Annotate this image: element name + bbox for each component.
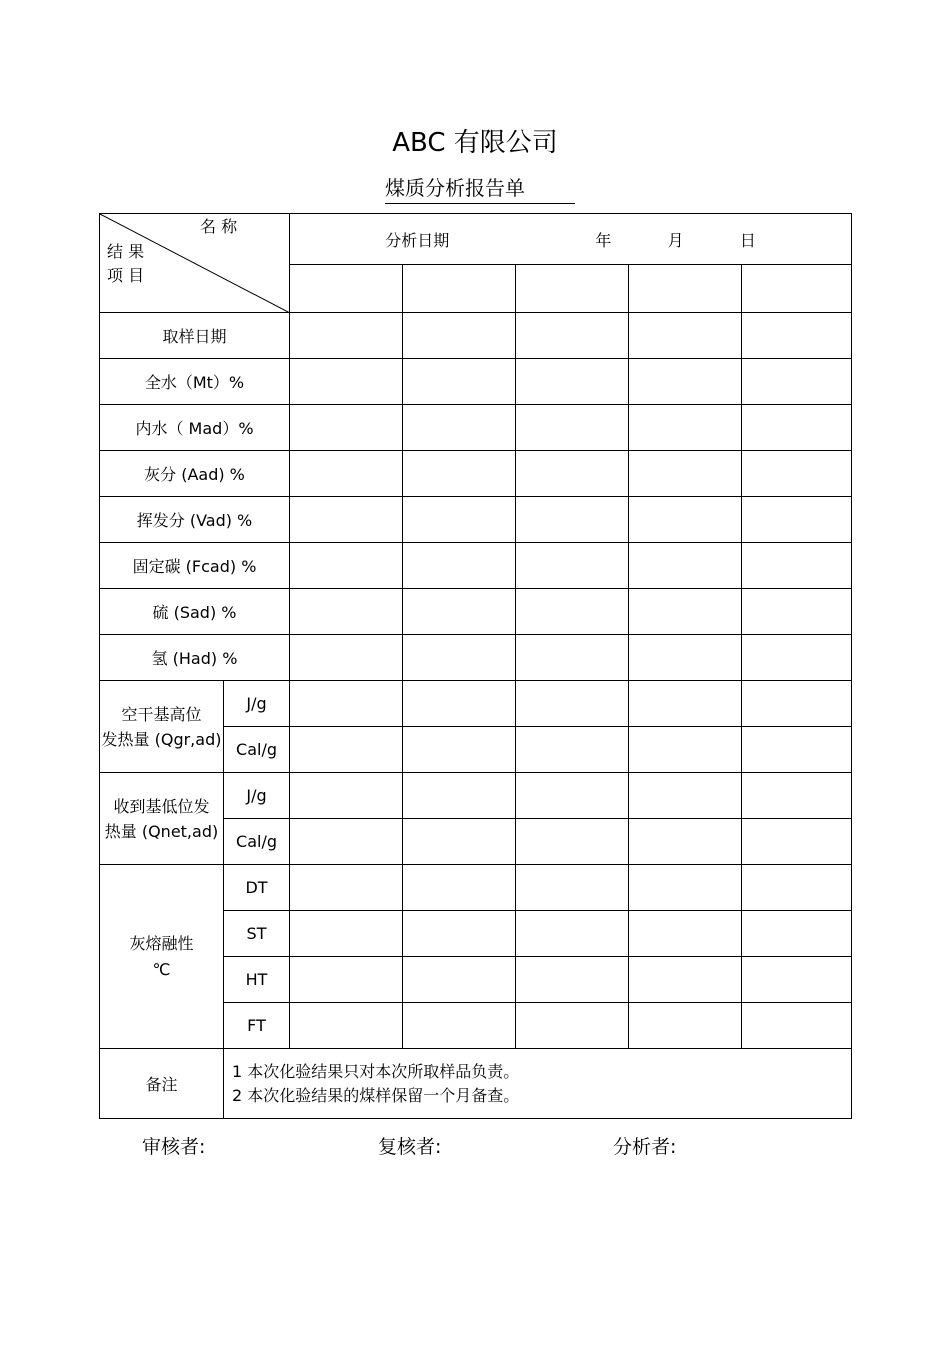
data-cell[interactable] [629,727,742,773]
fusion-ft-label: FT [224,1003,290,1049]
auditor-signature-label: 审核者: [142,1136,206,1158]
analysis-date-label: 分析日期 [385,230,450,250]
data-cell[interactable] [403,451,516,497]
data-cell[interactable] [403,589,516,635]
unit-calg: Cal/g [224,819,290,865]
row-label-volatile: 挥发分 (Vad) % [100,497,290,543]
data-cell[interactable] [742,773,852,819]
sample-col-1[interactable] [290,265,403,313]
data-cell[interactable] [403,773,516,819]
data-cell[interactable] [742,727,852,773]
data-cell[interactable] [629,911,742,957]
data-cell[interactable] [403,727,516,773]
row-label-net-calorific [100,773,224,865]
analyst-signature-label: 分析者: [613,1136,677,1158]
remarks-line-1: 1 本次化验结果只对本次所取样品负责。 [232,1061,520,1081]
data-cell[interactable] [516,1003,629,1049]
corner-label-item: 项 目 [107,266,145,285]
data-cell[interactable] [516,865,629,911]
data-cell[interactable] [290,773,403,819]
gross-calorific-line1: 空干基高位 [121,704,202,724]
data-cell[interactable] [516,727,629,773]
data-cell[interactable] [629,589,742,635]
data-cell[interactable] [290,957,403,1003]
data-cell[interactable] [629,819,742,865]
data-cell[interactable] [629,635,742,681]
data-cell[interactable] [742,359,852,405]
day-label: 日 [739,230,756,250]
data-cell[interactable] [403,819,516,865]
data-cell[interactable] [403,313,516,359]
data-cell[interactable] [629,865,742,911]
sample-col-3[interactable] [516,265,629,313]
data-cell[interactable] [403,635,516,681]
data-cell[interactable] [516,313,629,359]
corner-label-result: 结 果 [107,242,145,261]
data-cell[interactable] [742,589,852,635]
data-cell[interactable] [629,957,742,1003]
data-cell[interactable] [516,405,629,451]
row-label-total-moisture: 全水（Mt）% [100,359,290,405]
data-cell[interactable] [742,819,852,865]
data-cell[interactable] [403,911,516,957]
sample-col-2[interactable] [403,265,516,313]
data-cell[interactable] [742,911,852,957]
row-label-ash: 灰分 (Aad) % [100,451,290,497]
data-cell[interactable] [403,957,516,1003]
data-cell[interactable] [403,543,516,589]
data-cell[interactable] [742,865,852,911]
data-cell[interactable] [403,865,516,911]
data-cell[interactable] [290,911,403,957]
data-cell[interactable] [516,957,629,1003]
data-cell[interactable] [516,819,629,865]
sample-col-4[interactable] [629,265,742,313]
reviewer-signature-label: 复核者: [378,1136,442,1158]
data-cell[interactable] [629,773,742,819]
net-calorific-line2: 热量 (Qnet,ad) [104,821,219,841]
fusion-dt-label: DT [224,865,290,911]
data-cell[interactable] [290,727,403,773]
data-cell[interactable] [742,497,852,543]
data-cell[interactable] [290,635,403,681]
data-cell[interactable] [290,497,403,543]
corner-label-name: 名 称 [200,217,238,236]
data-cell[interactable] [742,405,852,451]
data-cell[interactable] [742,543,852,589]
data-cell[interactable] [629,359,742,405]
report-title: 煤质分析报告单 [385,172,575,204]
coal-analysis-table [99,213,852,1119]
year-label: 年 [595,230,612,250]
header-corner-cell [100,214,290,313]
row-label-fixed-carbon: 固定碳 (Fcad) % [100,543,290,589]
data-cell[interactable] [629,681,742,727]
data-cell[interactable] [742,635,852,681]
data-cell[interactable] [290,359,403,405]
data-cell[interactable] [403,1003,516,1049]
ash-fusion-line1: 灰熔融性 [129,933,194,953]
data-cell[interactable] [742,957,852,1003]
data-cell[interactable] [403,359,516,405]
data-cell[interactable] [516,543,629,589]
data-cell[interactable] [290,681,403,727]
row-label-ash-fusion [100,865,224,1049]
data-cell[interactable] [742,681,852,727]
data-cell[interactable] [742,313,852,359]
row-label-hydrogen: 氢 (Had) % [100,635,290,681]
data-cell[interactable] [742,451,852,497]
row-label-gross-calorific [100,681,224,773]
analysis-date-header [290,214,852,265]
data-cell[interactable] [629,497,742,543]
data-cell[interactable] [629,543,742,589]
company-name: ABC 有限公司 [392,128,558,158]
data-cell[interactable] [516,911,629,957]
data-cell[interactable] [516,497,629,543]
remarks-label: 备注 [100,1049,224,1119]
fusion-st-label: ST [224,911,290,957]
data-cell[interactable] [290,313,403,359]
row-label-inherent-moisture: 内水（ Mad）% [100,405,290,451]
data-cell[interactable] [290,1003,403,1049]
data-cell[interactable] [290,405,403,451]
data-cell[interactable] [629,313,742,359]
data-cell[interactable] [629,1003,742,1049]
unit-jg: J/g [224,681,290,727]
row-label-sampling-date: 取样日期 [100,313,290,359]
remarks-line-2: 2 本次化验结果的煤样保留一个月备查。 [232,1085,520,1105]
sample-col-5[interactable] [742,265,852,313]
data-cell[interactable] [516,359,629,405]
data-cell[interactable] [742,1003,852,1049]
data-cell[interactable] [290,865,403,911]
data-cell[interactable] [403,681,516,727]
data-cell[interactable] [629,405,742,451]
remarks-content [224,1049,852,1119]
data-cell[interactable] [516,451,629,497]
month-label: 月 [667,230,684,250]
ash-fusion-unit: ℃ [152,959,171,979]
net-calorific-line1: 收到基低位发 [113,796,210,816]
row-label-sulfur: 硫 (Sad) % [100,589,290,635]
data-cell[interactable] [629,451,742,497]
data-cell[interactable] [290,589,403,635]
data-cell[interactable] [290,543,403,589]
data-cell[interactable] [516,589,629,635]
data-cell[interactable] [290,451,403,497]
data-cell[interactable] [516,681,629,727]
gross-calorific-line2: 发热量 (Qgr,ad) [101,729,222,749]
data-cell[interactable] [290,819,403,865]
data-cell[interactable] [403,497,516,543]
data-cell[interactable] [403,405,516,451]
unit-jg: J/g [224,773,290,819]
data-cell[interactable] [516,635,629,681]
data-cell[interactable] [516,773,629,819]
unit-calg: Cal/g [224,727,290,773]
fusion-ht-label: HT [224,957,290,1003]
